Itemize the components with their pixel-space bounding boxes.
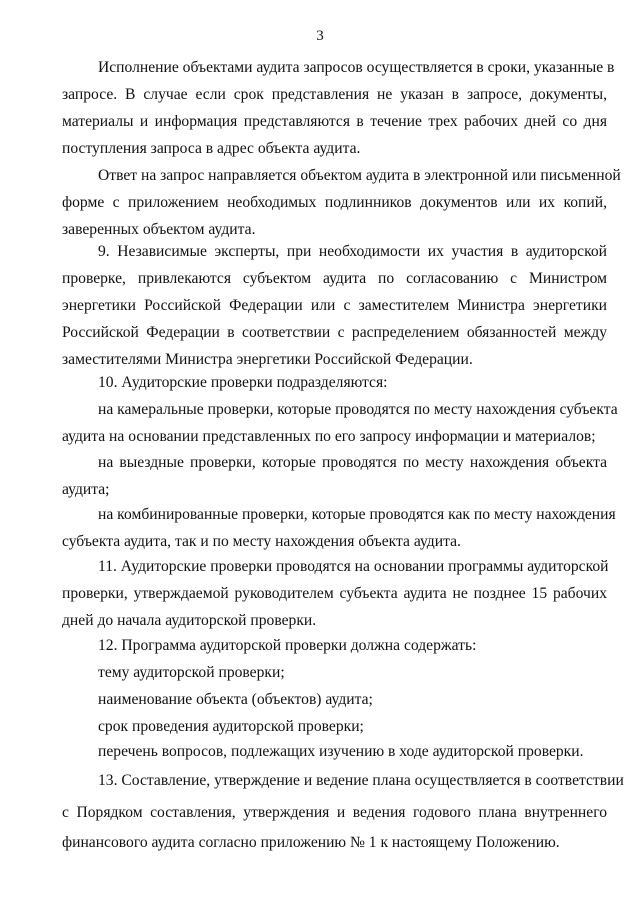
list-item — [62, 713, 607, 740]
text-line: заместителями Министра энергетики Российской Федерации. — [62, 351, 473, 368]
text-line: 11. Аудиторские проверки проводятся на основании программы аудиторской — [98, 558, 609, 575]
text-line: на выездные проверки, которые проводятся по месту нахождения объекта — [98, 454, 607, 471]
paragraph-item-13 — [62, 764, 624, 858]
list-item — [62, 686, 607, 713]
text-line: срок проведения аудиторской проверки; — [98, 718, 364, 735]
text-line: энергетики Российской Федерации или с заместителем Министра энергетики — [62, 297, 607, 314]
text-line: 10. Аудиторские проверки подразделяются: — [98, 374, 388, 391]
text-line: аудита на основании представленных по его запросу информации и материалов; — [62, 428, 596, 445]
text-line: запросе. В случае если срок представления не указан в запросе, документы, — [62, 86, 607, 103]
paragraph-response-deadline — [62, 54, 615, 162]
text-line: Исполнение объектами аудита запросов осуществляется в сроки, указанные в — [98, 59, 615, 76]
page-number: 3 — [316, 28, 324, 44]
text-line: дней до начала аудиторской проверки. — [62, 612, 317, 629]
text-line: поступления запроса в адрес объекта аудита. — [62, 140, 361, 157]
list-item — [62, 738, 607, 765]
text-line: на камеральные проверки, которые проводятся по месту нахождения субъекта — [98, 401, 618, 418]
text-line: с Порядком составления, утверждения и ведения годового плана внутреннего — [62, 804, 607, 821]
paragraph-desk-audits — [62, 396, 618, 450]
paragraph-item-11 — [62, 553, 607, 634]
paragraph-item-9 — [62, 238, 607, 373]
text-line: проверке, привлекаются субъектом аудита по согласованию с Министром — [62, 270, 607, 287]
text-line: аудита; — [62, 481, 110, 498]
text-line: перечень вопросов, подлежащих изучению в ходе аудиторской проверки. — [98, 743, 584, 760]
text-line: форме с приложением необходимых подлинников документов или их копий, — [62, 194, 607, 211]
text-line: Российской Федерации в соответствии с распределением обязанностей между — [62, 324, 607, 341]
text-line: 13. Составление, утверждение и ведение плана осуществляется в соответствии — [98, 772, 624, 789]
text-line: заверенных объектом аудита. — [62, 221, 256, 238]
paragraph-item-12 — [62, 632, 607, 659]
text-line: 12. Программа аудиторской проверки должна содержать: — [98, 637, 477, 654]
text-line: финансового аудита согласно приложению № 1 к настоящему Положению. — [62, 834, 560, 851]
paragraph-field-audits — [62, 449, 607, 503]
paragraph-combined-audits — [62, 501, 616, 555]
text-line: материалы и информация представляются в течение трех рабочих дней со дня — [62, 113, 607, 130]
text-line: проверки, утверждаемой руководителем субъекта аудита не позднее 15 рабочих — [62, 585, 607, 602]
text-line: субъекта аудита, так и по месту нахождения объекта аудита. — [62, 533, 461, 550]
text-line: тему аудиторской проверки; — [98, 664, 285, 681]
text-line: на комбинированные проверки, которые проводятся как по месту нахождения — [98, 506, 616, 523]
paragraph-response-form — [62, 162, 621, 243]
text-line: наименование объекта (объектов) аудита; — [98, 691, 373, 708]
text-line: Ответ на запрос направляется объектом аудита в электронной или письменной — [98, 167, 621, 184]
paragraph-item-10 — [62, 369, 607, 396]
list-item — [62, 659, 607, 686]
text-line: 9. Независимые эксперты, при необходимости их участия в аудиторской — [98, 243, 607, 260]
